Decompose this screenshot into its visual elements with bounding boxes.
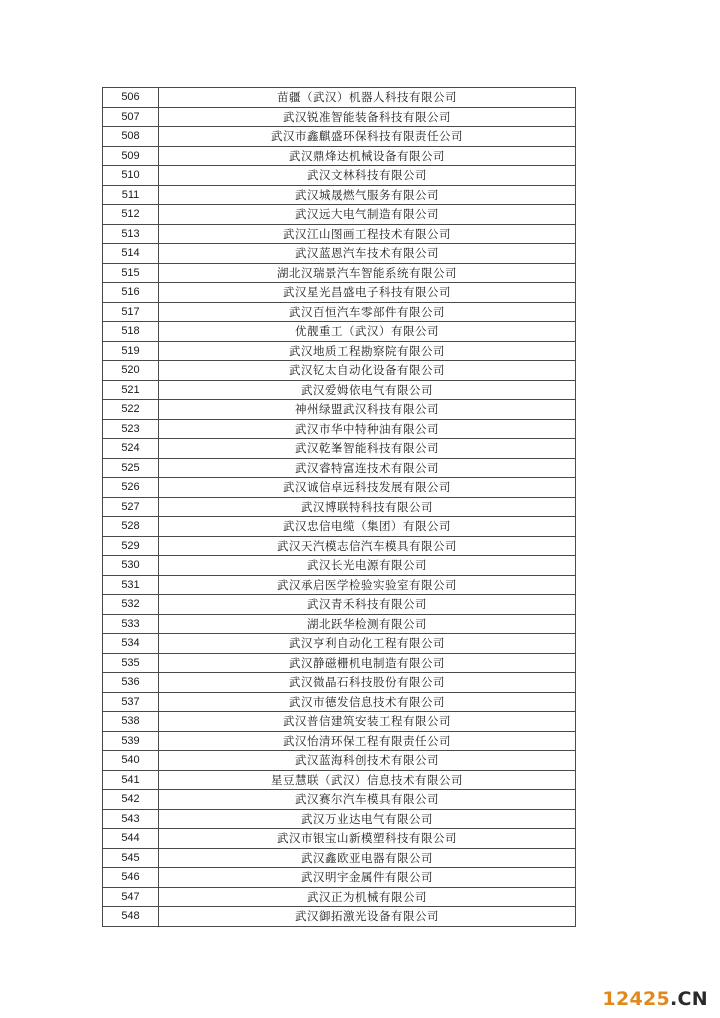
row-number: 507 bbox=[103, 107, 159, 127]
table-row bbox=[103, 419, 576, 439]
company-name: 武汉乾峯智能科技有限公司 bbox=[159, 439, 576, 459]
company-name: 星豆慧联（武汉）信息技术有限公司 bbox=[159, 770, 576, 790]
company-name: 武汉市德发信息技术有限公司 bbox=[159, 692, 576, 712]
company-name: 武汉锐准智能装备科技有限公司 bbox=[159, 107, 576, 127]
site-watermark bbox=[602, 988, 708, 1010]
company-name: 武汉普信建筑安装工程有限公司 bbox=[159, 712, 576, 732]
row-number: 515 bbox=[103, 263, 159, 283]
company-name: 武汉爱姆依电气有限公司 bbox=[159, 380, 576, 400]
company-name: 湖北汉瑞景汽车智能系统有限公司 bbox=[159, 263, 576, 283]
row-number: 541 bbox=[103, 770, 159, 790]
row-number: 533 bbox=[103, 614, 159, 634]
row-number: 542 bbox=[103, 790, 159, 810]
table-row bbox=[103, 439, 576, 459]
row-number: 524 bbox=[103, 439, 159, 459]
row-number: 514 bbox=[103, 244, 159, 264]
row-number: 530 bbox=[103, 556, 159, 576]
table-row bbox=[103, 634, 576, 654]
row-number: 509 bbox=[103, 146, 159, 166]
company-name: 武汉承启医学检验实验室有限公司 bbox=[159, 575, 576, 595]
company-name: 武汉万业达电气有限公司 bbox=[159, 809, 576, 829]
row-number: 540 bbox=[103, 751, 159, 771]
company-name: 武汉睿特富连技术有限公司 bbox=[159, 458, 576, 478]
table-row bbox=[103, 302, 576, 322]
table-row bbox=[103, 127, 576, 147]
table-row bbox=[103, 224, 576, 244]
table-row bbox=[103, 595, 576, 615]
row-number: 537 bbox=[103, 692, 159, 712]
table-row bbox=[103, 614, 576, 634]
row-number: 525 bbox=[103, 458, 159, 478]
company-list-body bbox=[103, 88, 576, 927]
row-number: 518 bbox=[103, 322, 159, 342]
table-row bbox=[103, 361, 576, 381]
row-number: 510 bbox=[103, 166, 159, 186]
table-row bbox=[103, 556, 576, 576]
company-name: 武汉静磁栅机电制造有限公司 bbox=[159, 653, 576, 673]
table-row bbox=[103, 673, 576, 693]
company-name: 湖北跃华检测有限公司 bbox=[159, 614, 576, 634]
row-number: 523 bbox=[103, 419, 159, 439]
row-number: 508 bbox=[103, 127, 159, 147]
company-name: 武汉忠信电缆（集团）有限公司 bbox=[159, 517, 576, 537]
row-number: 513 bbox=[103, 224, 159, 244]
row-number: 520 bbox=[103, 361, 159, 381]
table-row bbox=[103, 712, 576, 732]
row-number: 531 bbox=[103, 575, 159, 595]
company-name: 武汉鼎烽达机械设备有限公司 bbox=[159, 146, 576, 166]
row-number: 517 bbox=[103, 302, 159, 322]
row-number: 548 bbox=[103, 907, 159, 927]
row-number: 511 bbox=[103, 185, 159, 205]
table-row bbox=[103, 380, 576, 400]
table-row bbox=[103, 166, 576, 186]
table-row bbox=[103, 653, 576, 673]
row-number: 543 bbox=[103, 809, 159, 829]
company-name: 武汉地质工程勘察院有限公司 bbox=[159, 341, 576, 361]
table-row bbox=[103, 692, 576, 712]
company-name: 武汉星光昌盛电子科技有限公司 bbox=[159, 283, 576, 303]
row-number: 546 bbox=[103, 868, 159, 888]
table-row bbox=[103, 185, 576, 205]
row-number: 528 bbox=[103, 517, 159, 537]
company-name: 武汉博联特科技有限公司 bbox=[159, 497, 576, 517]
row-number: 527 bbox=[103, 497, 159, 517]
company-name: 武汉微晶石科技股份有限公司 bbox=[159, 673, 576, 693]
row-number: 506 bbox=[103, 88, 159, 108]
row-number: 516 bbox=[103, 283, 159, 303]
table-row bbox=[103, 341, 576, 361]
table-row bbox=[103, 497, 576, 517]
company-name: 神州绿盟武汉科技有限公司 bbox=[159, 400, 576, 420]
company-name: 武汉亨利自动化工程有限公司 bbox=[159, 634, 576, 654]
row-number: 512 bbox=[103, 205, 159, 225]
table-row bbox=[103, 829, 576, 849]
company-name: 武汉正为机械有限公司 bbox=[159, 887, 576, 907]
row-number: 521 bbox=[103, 380, 159, 400]
table-row bbox=[103, 244, 576, 264]
table-row bbox=[103, 400, 576, 420]
company-name: 武汉鑫欧亚电器有限公司 bbox=[159, 848, 576, 868]
table-row bbox=[103, 770, 576, 790]
table-row bbox=[103, 88, 576, 108]
company-name: 武汉江山图画工程技术有限公司 bbox=[159, 224, 576, 244]
row-number: 545 bbox=[103, 848, 159, 868]
row-number: 522 bbox=[103, 400, 159, 420]
company-name: 武汉市银宝山新模塑科技有限公司 bbox=[159, 829, 576, 849]
table-row bbox=[103, 790, 576, 810]
row-number: 532 bbox=[103, 595, 159, 615]
company-name: 优靓重工（武汉）有限公司 bbox=[159, 322, 576, 342]
watermark-number: 12425 bbox=[602, 988, 671, 1010]
table-row bbox=[103, 146, 576, 166]
company-name: 武汉御拓激光设备有限公司 bbox=[159, 907, 576, 927]
company-name: 武汉天汽模志信汽车模具有限公司 bbox=[159, 536, 576, 556]
row-number: 547 bbox=[103, 887, 159, 907]
company-name: 武汉明宇金属件有限公司 bbox=[159, 868, 576, 888]
company-list-table bbox=[102, 87, 576, 927]
row-number: 535 bbox=[103, 653, 159, 673]
company-name: 武汉蓝恩汽车技术有限公司 bbox=[159, 244, 576, 264]
company-name: 武汉城晟燃气服务有限公司 bbox=[159, 185, 576, 205]
table-row bbox=[103, 458, 576, 478]
row-number: 539 bbox=[103, 731, 159, 751]
table-row bbox=[103, 575, 576, 595]
row-number: 538 bbox=[103, 712, 159, 732]
table-row bbox=[103, 887, 576, 907]
table-row bbox=[103, 731, 576, 751]
row-number: 534 bbox=[103, 634, 159, 654]
company-name: 武汉长光电源有限公司 bbox=[159, 556, 576, 576]
company-name: 武汉市鑫麒盛环保科技有限责任公司 bbox=[159, 127, 576, 147]
row-number: 519 bbox=[103, 341, 159, 361]
table-row bbox=[103, 848, 576, 868]
table-row bbox=[103, 751, 576, 771]
company-name: 武汉赛尔汽车模具有限公司 bbox=[159, 790, 576, 810]
table-row bbox=[103, 907, 576, 927]
table-row bbox=[103, 868, 576, 888]
company-name: 武汉诚信卓远科技发展有限公司 bbox=[159, 478, 576, 498]
company-name: 武汉怡清环保工程有限责任公司 bbox=[159, 731, 576, 751]
watermark-tld: .CN bbox=[670, 988, 708, 1010]
company-name: 武汉蓝海科创技术有限公司 bbox=[159, 751, 576, 771]
table-row bbox=[103, 809, 576, 829]
table-row bbox=[103, 263, 576, 283]
company-name: 武汉远大电气制造有限公司 bbox=[159, 205, 576, 225]
table-row bbox=[103, 517, 576, 537]
table-row bbox=[103, 107, 576, 127]
row-number: 526 bbox=[103, 478, 159, 498]
table-row bbox=[103, 322, 576, 342]
row-number: 544 bbox=[103, 829, 159, 849]
table-row bbox=[103, 536, 576, 556]
table-row bbox=[103, 283, 576, 303]
company-name: 武汉钇太自动化设备有限公司 bbox=[159, 361, 576, 381]
company-name: 武汉文林科技有限公司 bbox=[159, 166, 576, 186]
table-row bbox=[103, 205, 576, 225]
company-name: 苗疆（武汉）机器人科技有限公司 bbox=[159, 88, 576, 108]
row-number: 536 bbox=[103, 673, 159, 693]
table-row bbox=[103, 478, 576, 498]
company-name: 武汉市华中特种油有限公司 bbox=[159, 419, 576, 439]
row-number: 529 bbox=[103, 536, 159, 556]
company-name: 武汉百恒汽车零部件有限公司 bbox=[159, 302, 576, 322]
company-name: 武汉青禾科技有限公司 bbox=[159, 595, 576, 615]
